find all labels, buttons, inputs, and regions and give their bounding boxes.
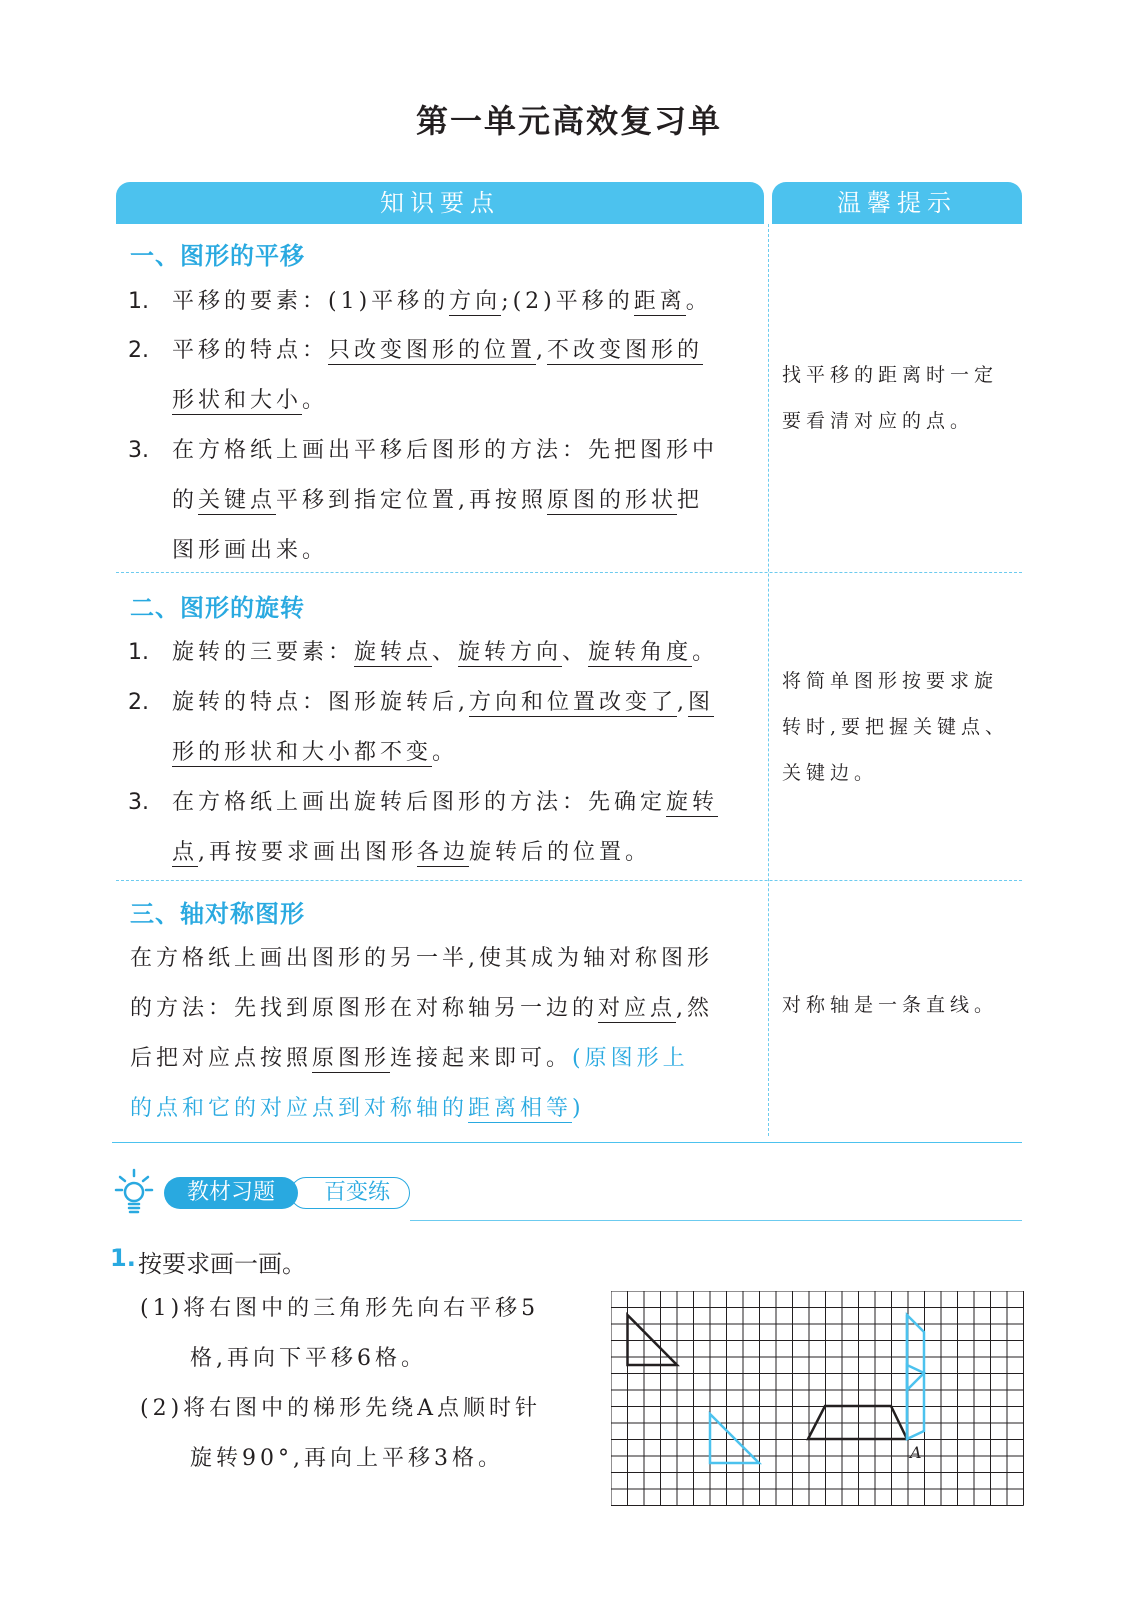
item-number: 3.: [128, 790, 149, 815]
translation-item-3: 在方格纸上画出平移后图形的方法：先把图形中: [172, 438, 719, 463]
section-divider-1: [116, 572, 1022, 573]
note-blue: 的点和它的对应点到对称轴的: [130, 1096, 469, 1121]
answer: 点: [172, 840, 199, 865]
text: 把: [677, 488, 704, 513]
item-number: 2.: [128, 690, 149, 715]
question-number: 1.: [110, 1244, 136, 1272]
rotation-item-2-cont: [172, 738, 458, 768]
text: 在方格纸上画出旋转后图形的方法：先确定: [172, 790, 667, 815]
tip-translation-line2: 要看清对应的点。: [782, 410, 975, 432]
section-heading-symmetry: 三、轴对称图形: [130, 900, 305, 928]
translation-item-2: [172, 336, 703, 366]
question-part-1-cont: 格,再向下平移6格。: [190, 1346, 427, 1371]
text: ;(2)平移的: [501, 289, 634, 314]
section-heading-translation: 一、图形的平移: [130, 242, 305, 270]
text: 平移到指定位置,再按照: [276, 488, 548, 513]
text: ,再按要求画出图形: [198, 840, 418, 865]
answer: 旋转方向: [458, 640, 563, 665]
symmetry-line-2: [130, 994, 713, 1024]
answer: 旋转角度: [588, 640, 693, 665]
tip-rotation-line3: 关键边。: [782, 762, 879, 784]
answer: 原图的形状: [547, 488, 678, 513]
answer: 关键点: [198, 488, 277, 513]
translation-item-3-cont: [172, 486, 703, 516]
answer: 形的形状和大小都不变: [172, 740, 433, 765]
rotation-item-3-cont: [172, 838, 651, 868]
answer: 距离相等: [468, 1096, 573, 1121]
question-part-1: (1)将右图中的三角形先向右平移5: [140, 1296, 540, 1321]
answer: 方向和位置改变了: [469, 690, 678, 715]
question-prompt: 按要求画一画。: [138, 1250, 306, 1278]
answer-direction: 方向: [449, 289, 502, 314]
text: ,然: [676, 996, 714, 1021]
text: 后把对应点按照: [130, 1046, 313, 1071]
answer: 旋转点: [354, 640, 433, 665]
rotation-item-2: [172, 688, 714, 718]
tip-translation-line1: 找平移的距离时一定: [782, 364, 999, 386]
text: 旋转的三要素：: [172, 640, 355, 665]
translation-item-3-cont2: 图形画出来。: [172, 538, 329, 563]
item-number: 1.: [128, 289, 149, 314]
translation-item-2-cont: [172, 386, 328, 416]
section-heading-rotation: 二、图形的旋转: [130, 594, 305, 622]
answer: 形状和大小: [172, 388, 303, 413]
text: 平移的特点：: [172, 338, 329, 363]
table-bottom-rule: [112, 1142, 1022, 1143]
tip-symmetry: 对称轴是一条直线。: [782, 994, 999, 1016]
answer: 对应点: [598, 996, 677, 1021]
page-title: 第一单元高效复习单: [415, 102, 722, 140]
text: 。: [302, 388, 329, 413]
answer: 原图形: [312, 1046, 391, 1071]
grid-paper: [611, 1291, 1025, 1507]
point-a-label: A: [910, 1443, 922, 1462]
badge-secondary: 百变练: [290, 1177, 410, 1209]
question-part-2-cont: 旋转90°,再向上平移3格。: [190, 1446, 504, 1471]
question-part-2: (2)将右图中的梯形先绕A点顺时针: [140, 1396, 542, 1421]
symmetry-line-4: [130, 1094, 585, 1124]
badge-primary: 教材习题: [164, 1177, 298, 1209]
text: 旋转后的位置。: [469, 840, 652, 865]
rotation-item-1: [172, 638, 718, 668]
symmetry-line-3: [130, 1044, 689, 1074]
note-blue: (原图形上: [572, 1046, 689, 1071]
text: 、: [432, 640, 459, 665]
text: 、: [562, 640, 589, 665]
text: 旋转的特点：图形旋转后,: [172, 690, 469, 715]
rotation-item-3: [172, 788, 718, 818]
tip-rotation-line2: 转时,要把握关键点、: [782, 716, 1010, 738]
answer: 只改变图形的位置: [328, 338, 537, 363]
answer-distance: 距离: [633, 289, 686, 314]
answer: 图: [688, 690, 715, 715]
text: 。: [685, 289, 712, 314]
column-divider: [768, 224, 769, 1136]
symmetry-line-1: 在方格纸上画出图形的另一半,使其成为轴对称图形: [130, 946, 713, 971]
text: ,: [536, 338, 548, 363]
section-divider-2: [116, 880, 1022, 881]
note-blue: ): [572, 1096, 585, 1121]
badge-rule: [410, 1220, 1022, 1221]
answer: 各边: [417, 840, 470, 865]
answer: 旋转: [666, 790, 719, 815]
text: 连接起来即可。: [390, 1046, 573, 1071]
lightbulb-icon: [114, 1168, 164, 1216]
item-number: 2.: [128, 338, 149, 363]
item-number: 1.: [128, 640, 149, 665]
text: 的: [172, 488, 199, 513]
text: 平移的要素：(1)平移的: [172, 289, 450, 314]
text: 。: [692, 640, 719, 665]
text: ,: [677, 690, 689, 715]
answer: 不改变图形的: [547, 338, 704, 363]
item-number: 3.: [128, 438, 149, 463]
mark-shape: [907, 1365, 924, 1390]
tip-rotation-line1: 将简单图形按要求旋: [782, 670, 999, 692]
text: 。: [432, 740, 459, 765]
text: 的方法：先找到原图形在对称轴另一边的: [130, 996, 599, 1021]
translation-item-1: [172, 287, 712, 317]
header-knowledge: 知识要点: [116, 182, 764, 224]
header-tips: 温馨提示: [772, 182, 1022, 224]
